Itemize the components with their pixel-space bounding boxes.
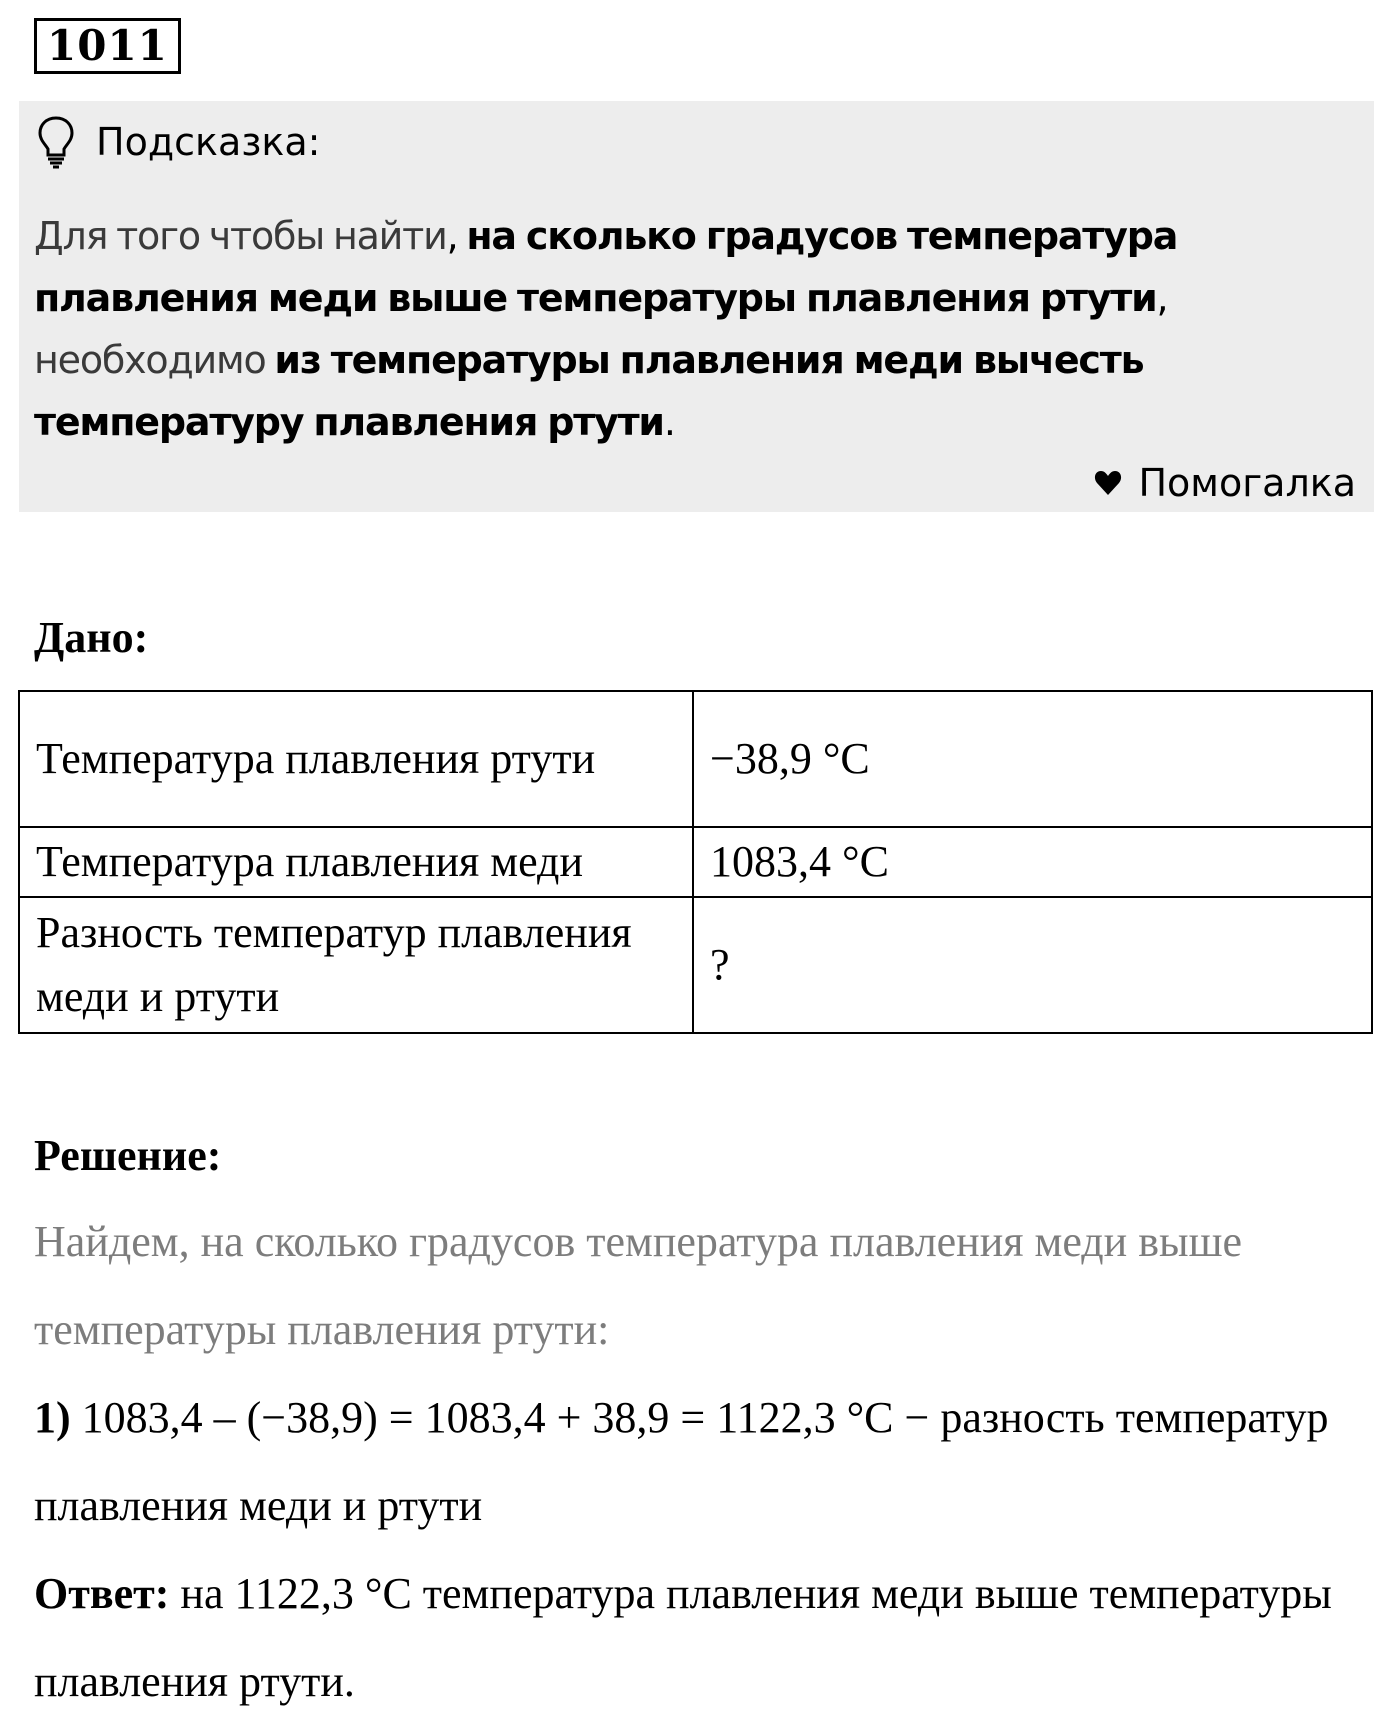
hint-segment: , xyxy=(1156,276,1168,320)
hint-segment: , xyxy=(446,214,467,258)
hint-segment: из температуры плавления меди вычесть температуру плавления ртути xyxy=(34,338,1144,444)
given-value: ? xyxy=(693,897,1372,1033)
given-value: −38,9 °С xyxy=(693,691,1372,827)
hint-segment: необходимо xyxy=(34,338,275,382)
problem-number: 1011 xyxy=(34,18,181,74)
solution-title: Решение: xyxy=(34,1131,222,1180)
answer-text: на 1122,3 °С температура плавления меди выше температуры плавления ртути. xyxy=(34,1569,1332,1706)
hint-title xyxy=(36,112,320,172)
solution-body xyxy=(34,1198,1374,1726)
hint-title-text: Подсказка: xyxy=(96,120,321,164)
hint-brand-text: Помогалка xyxy=(1138,461,1356,505)
given-value: 1083,4 °С xyxy=(693,827,1372,897)
lightbulb-icon xyxy=(36,115,76,169)
table-row xyxy=(19,897,1372,1033)
table-row xyxy=(19,827,1372,897)
hint-segment: . xyxy=(663,400,675,444)
answer-label: Ответ: xyxy=(34,1569,170,1618)
hint-segment: на сколько градусов температура плавления меди выше температуры плавления ртути xyxy=(34,214,1178,320)
given-title: Дано: xyxy=(34,613,149,662)
given-label: Температура плавления меди xyxy=(19,827,693,897)
heart-icon xyxy=(1094,470,1122,496)
answer xyxy=(34,1550,1374,1726)
hint-text xyxy=(34,205,1354,453)
solution-step xyxy=(34,1374,1374,1550)
table-row xyxy=(19,691,1372,827)
solution-intro: Найдем, на сколько градусов температура плавления меди выше температуры плавления ртути: xyxy=(34,1217,1242,1354)
given-label: Разность температур плавления меди и ртути xyxy=(19,897,693,1033)
hint-segment: Для того чтобы найти xyxy=(34,214,447,258)
step-number: 1) xyxy=(34,1393,71,1442)
hint-brand xyxy=(1094,458,1356,508)
given-label: Температура плавления ртути xyxy=(19,691,693,827)
step-text: 1083,4 – (−38,9) = 1083,4 + 38,9 = 1122,3 °С − разность температур плавления меди и ртути xyxy=(34,1393,1329,1530)
given-table xyxy=(18,690,1373,1034)
